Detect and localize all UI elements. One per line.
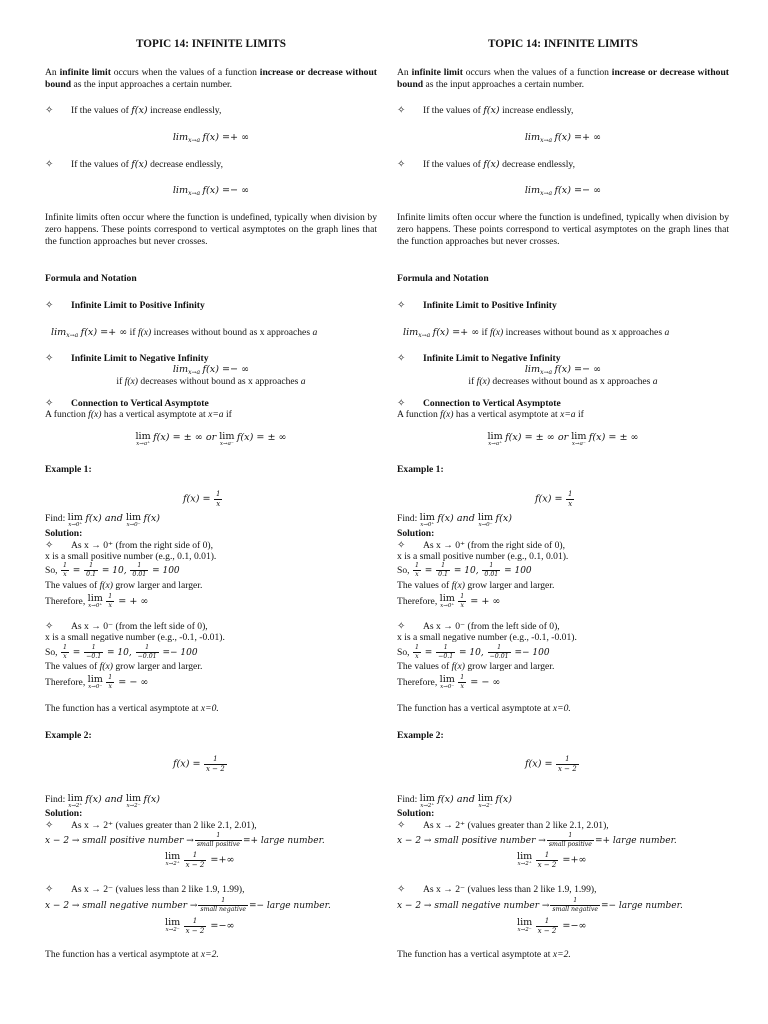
example-1-left-growth: The values of f(x) grow larger and larger. [45, 661, 203, 672]
example-2-left-desc: x − 2 → small negative number → $\frac{1}{\text{small negative}}$ =− large number. [397, 897, 683, 914]
example-2-left-side: ✧ As x → 2⁻ (values less than 2 like 1.9, 1.99), [45, 884, 245, 895]
example-1-conclusion: The function has a vertical asymptote at x=0. [397, 703, 571, 714]
intro-paragraph: An infinite limit occurs when the values of a function increase or decrease without bound as the input approaches a certain number. [397, 67, 729, 90]
positive-infinity-heading: ✧ Infinite Limit to Positive Infinity [45, 300, 205, 311]
example-1-left-side: ✧ As x → 0⁻ (from the left side of 0), [45, 621, 208, 632]
negative-infinity-heading: ✧ Infinite Limit to Negative Infinity [397, 353, 561, 364]
limit-positive-infinity: $\lim_{x\to a} f(x)$ =+ ∞ [524, 132, 602, 144]
vertical-asymptote-formula: lim x→a⁺ f(x) = ± ∞ or lim x→a⁻ f(x) = ± ∞ [135, 431, 287, 447]
example-1-right-calc: So, $\frac{1}{x}$ = $\frac{1}{0.1}$ = 10, $\frac{1}{0.01}$ = 100 [397, 562, 532, 579]
vertical-asymptote-formula: lim x→a⁺ f(x) = ± ∞ or lim x→a⁻ f(x) = ± ∞ [487, 431, 639, 447]
example-2-function: f(x) = $\frac{1}{x - 2}$ [173, 755, 225, 773]
diamond-bullet-icon: ✧ [45, 621, 54, 632]
example-2-right-desc: x − 2 → small positive number → $\frac{1}{\text{small positive}}$ =+ large number. [45, 832, 325, 849]
diamond-bullet-icon: ✧ [397, 159, 406, 170]
bullet-increase: ✧ If the values of f(x) increase endlessly, [45, 105, 222, 116]
formula-heading: Formula and Notation [45, 273, 137, 284]
limit-negative-infinity: $\lim_{x\to a} f(x)$ =− ∞ [524, 185, 602, 197]
diamond-bullet-icon: ✧ [45, 105, 54, 116]
bullet-decrease: ✧ If the values of f(x) decrease endlessly, [45, 159, 223, 170]
example-2-right-result: lim x→2⁺ $\frac{1}{x - 2}$ =+∞ [165, 851, 235, 869]
example-2-heading: Example 2: [397, 730, 444, 741]
diamond-bullet-icon: ✧ [45, 540, 54, 551]
example-2-solution-label: Solution: [397, 808, 435, 819]
topic-title: TOPIC 14: INFINITE LIMITS [136, 38, 286, 50]
intro-paragraph: An infinite limit occurs when the values of a function increase or decrease without bound as the input approaches a certain number. [45, 67, 377, 90]
example-2-left-desc: x − 2 → small negative number → $\frac{1}{\text{small negative}}$ =− large number. [45, 897, 331, 914]
example-2-function: f(x) = $\frac{1}{x - 2}$ [525, 755, 577, 773]
example-1-function: f(x) = $\frac{1}{x}$ [183, 490, 221, 508]
diamond-bullet-icon: ✧ [397, 621, 406, 632]
example-1-function: f(x) = $\frac{1}{x}$ [535, 490, 573, 508]
diamond-bullet-icon: ✧ [397, 884, 406, 895]
example-1-left-calc: So, $\frac{1}{x}$ = $\frac{1}{-0.1}$ = 10, $\frac{1}{-0.01}$ =− 100 [397, 644, 550, 661]
example-2-find: Find: lim x→2⁺ f(x) and lim x→2⁻ f(x) [45, 793, 160, 809]
example-1-right-side: ✧ As x → 0⁺ (from the right side of 0), [397, 540, 566, 551]
positive-infinity-heading: ✧ Infinite Limit to Positive Infinity [397, 300, 557, 311]
example-1-left-result: Therefore, lim x→0⁻ $\frac{1}{x}$ = − ∞ [45, 674, 149, 691]
example-1-left-desc: x is a small negative number (e.g., -0.1, -0.01). [45, 632, 225, 643]
vertical-asymptote-text: A function f(x) has a vertical asymptote at x=a if [397, 409, 584, 420]
negative-infinity-heading: ✧ Infinite Limit to Negative Infinity [45, 353, 209, 364]
vertical-asymptote-text: A function f(x) has a vertical asymptote at x=a if [45, 409, 232, 420]
example-1-left-desc: x is a small negative number (e.g., -0.1, -0.01). [397, 632, 577, 643]
negative-infinity-formula: $\lim_{x\to a} f(x)$ =− ∞ [172, 364, 250, 376]
example-1-heading: Example 1: [397, 464, 444, 475]
diamond-bullet-icon: ✧ [397, 398, 406, 409]
example-2-right-desc: x − 2 → small positive number → $\frac{1}{\text{small positive}}$ =+ large number. [397, 832, 677, 849]
example-1-left-result: Therefore, lim x→0⁻ $\frac{1}{x}$ = − ∞ [397, 674, 501, 691]
diamond-bullet-icon: ✧ [45, 884, 54, 895]
positive-infinity-definition: $\lim_{x\to a} f(x)$ =+ ∞ if f(x) increases without bound as x approaches a [403, 327, 670, 339]
example-2-left-result: lim x→2⁻ $\frac{1}{x - 2}$ =−∞ [165, 917, 235, 935]
diamond-bullet-icon: ✧ [45, 820, 54, 831]
example-1-right-growth: The values of f(x) grow larger and larger. [45, 580, 203, 591]
example-1-right-desc: x is a small positive number (e.g., 0.1, 0.01). [397, 551, 569, 562]
example-1-solution-label: Solution: [397, 528, 435, 539]
diamond-bullet-icon: ✧ [45, 300, 54, 311]
limit-negative-infinity: $\lim_{x\to a} f(x)$ =− ∞ [172, 185, 250, 197]
example-2-solution-label: Solution: [45, 808, 83, 819]
diamond-bullet-icon: ✧ [397, 820, 406, 831]
example-1-solution-label: Solution: [45, 528, 83, 539]
vertical-asymptote-heading: ✧ Connection to Vertical Asymptote [397, 398, 561, 409]
example-1-right-result: Therefore, lim x→0⁺ $\frac{1}{x}$ = + ∞ [45, 593, 149, 610]
diamond-bullet-icon: ✧ [397, 300, 406, 311]
diamond-bullet-icon: ✧ [397, 540, 406, 551]
example-2-find: Find: lim x→2⁺ f(x) and lim x→2⁻ f(x) [397, 793, 512, 809]
example-2-left-side: ✧ As x → 2⁻ (values less than 2 like 1.9, 1.99), [397, 884, 597, 895]
undefined-paragraph: Infinite limits often occur where the function is undefined, typically when division by zero happens. These points correspond to vertical asymptotes on the graph lines that the function approaches but never crosses. [45, 212, 377, 247]
negative-infinity-definition: if f(x) decreases without bound as x approaches a [468, 376, 658, 387]
bullet-decrease: ✧ If the values of f(x) decrease endlessly, [397, 159, 575, 170]
undefined-paragraph: Infinite limits often occur where the function is undefined, typically when division by zero happens. These points correspond to vertical asymptotes on the graph lines that the function approaches but never crosses. [397, 212, 729, 247]
negative-infinity-formula: $\lim_{x\to a} f(x)$ =− ∞ [524, 364, 602, 376]
example-1-right-growth: The values of f(x) grow larger and larger. [397, 580, 555, 591]
bullet-increase: ✧ If the values of f(x) increase endlessly, [397, 105, 574, 116]
example-2-right-result: lim x→2⁺ $\frac{1}{x - 2}$ =+∞ [517, 851, 587, 869]
diamond-bullet-icon: ✧ [397, 353, 406, 364]
example-1-find: Find: lim x→0⁺ f(x) and lim x→0⁻ f(x) [45, 512, 160, 528]
limit-positive-infinity: $\lim_{x\to a} f(x)$ =+ ∞ [172, 132, 250, 144]
example-1-heading: Example 1: [45, 464, 92, 475]
negative-infinity-definition: if f(x) decreases without bound as x approaches a [116, 376, 306, 387]
example-2-conclusion: The function has a vertical asymptote at x=2. [45, 949, 219, 960]
example-1-left-growth: The values of f(x) grow larger and larger. [397, 661, 555, 672]
example-1-right-result: Therefore, lim x→0⁺ $\frac{1}{x}$ = + ∞ [397, 593, 501, 610]
example-1-right-desc: x is a small positive number (e.g., 0.1, 0.01). [45, 551, 217, 562]
diamond-bullet-icon: ✧ [45, 159, 54, 170]
vertical-asymptote-heading: ✧ Connection to Vertical Asymptote [45, 398, 209, 409]
example-1-left-calc: So, $\frac{1}{x}$ = $\frac{1}{-0.1}$ = 10, $\frac{1}{-0.01}$ =− 100 [45, 644, 198, 661]
example-2-left-result: lim x→2⁻ $\frac{1}{x - 2}$ =−∞ [517, 917, 587, 935]
example-1-left-side: ✧ As x → 0⁻ (from the left side of 0), [397, 621, 560, 632]
example-2-heading: Example 2: [45, 730, 92, 741]
example-1-find: Find: lim x→0⁺ f(x) and lim x→0⁻ f(x) [397, 512, 512, 528]
diamond-bullet-icon: ✧ [45, 398, 54, 409]
formula-heading: Formula and Notation [397, 273, 489, 284]
diamond-bullet-icon: ✧ [397, 105, 406, 116]
example-1-right-calc: So, $\frac{1}{x}$ = $\frac{1}{0.1}$ = 10, $\frac{1}{0.01}$ = 100 [45, 562, 180, 579]
example-1-conclusion: The function has a vertical asymptote at x=0. [45, 703, 219, 714]
example-2-conclusion: The function has a vertical asymptote at x=2. [397, 949, 571, 960]
diamond-bullet-icon: ✧ [45, 353, 54, 364]
example-2-right-side: ✧ As x → 2⁺ (values greater than 2 like 2.1, 2.01), [397, 820, 609, 831]
example-1-right-side: ✧ As x → 0⁺ (from the right side of 0), [45, 540, 214, 551]
positive-infinity-definition: $\lim_{x\to a} f(x)$ =+ ∞ if f(x) increases without bound as x approaches a [51, 327, 318, 339]
example-2-right-side: ✧ As x → 2⁺ (values greater than 2 like 2.1, 2.01), [45, 820, 257, 831]
topic-title: TOPIC 14: INFINITE LIMITS [488, 38, 638, 50]
